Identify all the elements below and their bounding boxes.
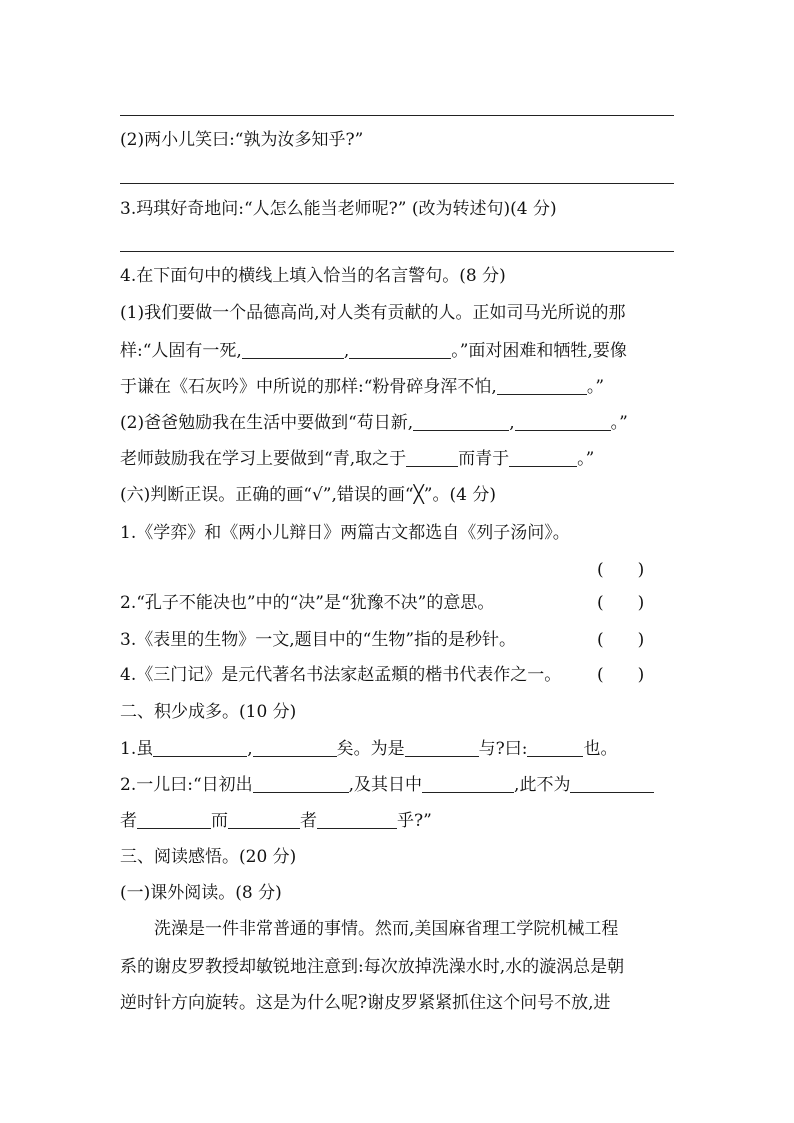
text-segment: 。” — [577, 449, 595, 469]
question-4-sub-1-line-1: (1)我们要做一个品德高尚,对人类有贡献的人。正如司马光所说的那 — [120, 303, 626, 323]
judge-item-4: 4.《三门记》是元代著名书法家赵孟頫的楷书代表作之一。 — [120, 665, 562, 685]
question-3-sub-2: (2)两小儿笑曰:“孰为汝多知乎?” — [120, 130, 364, 150]
answer-parenthesis[interactable]: ( ) — [597, 630, 645, 650]
fill-blank[interactable] — [253, 774, 349, 793]
text-segment: 。” — [586, 377, 605, 397]
fill-blank[interactable] — [497, 376, 587, 395]
answer-line[interactable] — [120, 183, 674, 184]
question-3-item-3: 3.玛琪好奇地问:“人怎么能当老师呢?” (改为转述句)(4 分) — [120, 199, 557, 219]
fill-blank[interactable] — [422, 774, 514, 793]
fill-blank[interactable] — [509, 448, 577, 467]
answer-parenthesis[interactable]: ( ) — [597, 665, 645, 685]
text-segment: ,及其日中 — [348, 775, 423, 795]
text-segment: , — [343, 341, 350, 361]
text-segment: 而青于 — [458, 449, 510, 469]
fill-blank[interactable] — [406, 448, 458, 467]
text-segment: 于谦在《石灰吟》中所说的那样:“粉骨碎身浑不怕, — [120, 377, 497, 397]
question-4-sub-2-line-1 — [120, 412, 680, 434]
question-4-sub-2-line-2 — [120, 448, 680, 470]
fill-blank[interactable] — [413, 412, 509, 431]
reading-paragraph-line-3: 逆时针方向旋转。这是为什么呢?谢皮罗紧紧抓住这个问号不放,进 — [120, 993, 611, 1013]
text-segment: 。” — [610, 413, 628, 433]
part-3-subsection-1: (一)课外阅读。(8 分) — [120, 883, 282, 903]
text-segment: 老师鼓励我在学习上要做到“青,取之于 — [120, 449, 407, 469]
fill-blank[interactable] — [242, 340, 344, 359]
text-segment: , — [509, 413, 515, 433]
text-segment: 矣。为是 — [336, 739, 405, 759]
fill-blank[interactable] — [349, 340, 451, 359]
reading-paragraph-line-1: 洗澡是一件非常普通的事情。然而,美国麻省理工学院机械工程 — [154, 919, 619, 939]
fill-blank[interactable] — [137, 810, 211, 829]
fill-blank[interactable] — [317, 810, 397, 829]
text-segment: 而 — [211, 811, 228, 831]
fill-blank[interactable] — [228, 810, 300, 829]
fill-blank[interactable] — [405, 738, 479, 757]
fill-blank[interactable] — [527, 738, 583, 757]
text-segment: 。”面对困难和牺牲,要像 — [451, 341, 627, 361]
text-segment: (2)爸爸勉励我在生活中要做到“苟日新, — [120, 413, 414, 433]
part-2-line-3 — [120, 810, 680, 832]
fill-blank[interactable] — [153, 738, 247, 757]
answer-parenthesis[interactable]: ( ) — [597, 593, 645, 613]
answer-parenthesis[interactable]: ( ) — [597, 560, 645, 580]
section-6-title: (六)判断正误。正确的画“√”,错误的画“╳”。(4 分) — [120, 485, 496, 505]
question-4-sub-1-line-3 — [120, 376, 680, 398]
part-2-line-1 — [120, 738, 680, 760]
text-segment: 2.一儿曰:“日初出 — [120, 775, 253, 795]
part-3-title: 三、阅读感悟。(20 分) — [120, 847, 297, 867]
fill-blank[interactable] — [253, 738, 337, 757]
answer-line[interactable] — [120, 115, 674, 116]
judge-item-2: 2.“孔子不能决也”中的“决”是“犹豫不决”的意思。 — [120, 593, 495, 613]
answer-line[interactable] — [120, 251, 674, 252]
text-segment: 1.虽 — [120, 739, 154, 759]
part-2-line-2 — [120, 774, 680, 796]
text-segment: 样:“人固有一死, — [120, 341, 242, 361]
judge-item-3: 3.《表里的生物》一文,题目中的“生物”指的是秒针。 — [120, 630, 517, 650]
question-4-title: 4.在下面句中的横线上填入恰当的名言警句。(8 分) — [120, 266, 506, 286]
text-segment: 者 — [300, 811, 317, 831]
judge-item-1: 1.《学弈》和《两小儿辩日》两篇古文都选自《列子汤问》。 — [120, 523, 570, 543]
text-segment: 与?曰: — [478, 739, 528, 759]
text-segment: 也。 — [583, 739, 618, 759]
reading-paragraph-line-2: 系的谢皮罗教授却敏锐地注意到:每次放掉洗澡水时,水的漩涡总是朝 — [120, 957, 625, 977]
text-segment: 者 — [120, 811, 137, 831]
text-segment: , — [247, 739, 253, 759]
text-segment: 乎?” — [397, 811, 432, 831]
part-2-title: 二、积少成多。(10 分) — [120, 702, 297, 722]
question-4-sub-1-line-2 — [120, 340, 680, 362]
fill-blank[interactable] — [515, 412, 611, 431]
text-segment: ,此不为 — [514, 775, 571, 795]
fill-blank[interactable] — [570, 774, 654, 793]
